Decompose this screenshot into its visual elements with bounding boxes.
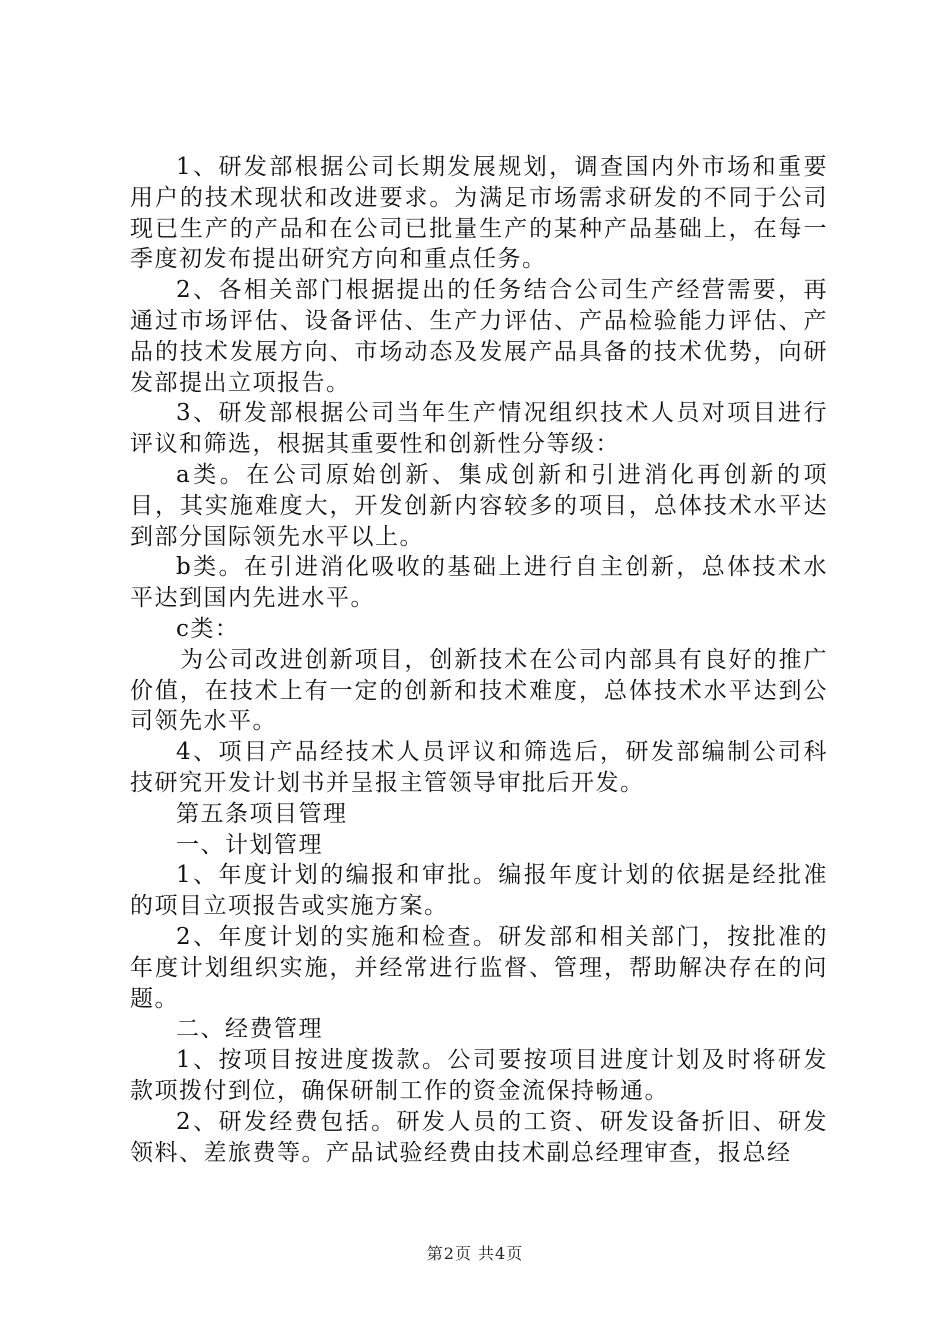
paragraph-funding-by-progress: 1、按项目按进度拨款。公司要按项目进度计划及时将研发款项拨付到位，确保研制工作的资金流保持畅通。	[130, 1047, 828, 1104]
paragraph-annual-plan-implementation: 2、年度计划的实施和检查。研发部和相关部门，按批准的年度计划组织实施，并经常进行监督、管理，帮助解决存在的问题。	[130, 923, 828, 1012]
paragraph-annual-plan-approval: 1、年度计划的编报和审批。编报年度计划的依据是经批准的项目立项报告或实施方案。	[130, 862, 828, 920]
section-heading-article-5: 第五条项目管理	[176, 800, 348, 827]
subsection-heading-plan-management: 一、计划管理	[176, 831, 323, 858]
paragraph-evaluation-grading: 3、研发部根据公司当年生产情况组织技术人员对项目进行评议和筛选，根据其重要性和创新性分等级：	[130, 400, 828, 458]
paragraph-funding-contents: 2、研发经费包括。研发人员的工资、研发设备折旧、研发领料、差旅费等。产品试验经费由技术副总经理审查，报总经	[130, 1108, 828, 1166]
paragraph-departments-report: 2、各相关部门根据提出的任务结合公司生产经营需要，再通过市场评估、设备评估、生产力评估、产品检验能力评估、产品的技术发展方向、市场动态及发展产品具备的技术优势，向研发部提出立项报告。	[130, 277, 828, 396]
subsection-heading-funding-management: 二、经费管理	[176, 1016, 323, 1043]
paragraph-plan-compilation: 4、项目产品经技术人员评议和筛选后，研发部编制公司科技研究开发计划书并呈报主管领导审批后开发。	[130, 739, 828, 796]
paragraph-class-c-heading: c类：	[176, 615, 240, 642]
paragraph-class-c-body: 为公司改进创新项目，创新技术在公司内部具有良好的推广价值，在技术上有一定的创新和技术难度，总体技术水平达到公司领先水平。	[130, 646, 828, 735]
paragraph-rd-planning: 1、研发部根据公司长期发展规划，调查国内外市场和重要用户的技术现状和改进要求。为满足市场需求研发的不同于公司现已生产的产品和在公司已批量生产的某种产品基础上，在每一季度初发布提出研究方向和重点任务。	[130, 154, 828, 273]
paragraph-class-b: b类。在引进消化吸收的基础上进行自主创新，总体技术水平达到国内先进水平。	[130, 554, 828, 612]
page-number-footer: 第2页 共4页	[426, 1244, 524, 1263]
paragraph-class-a: a类。在公司原始创新、集成创新和引进消化再创新的项目，其实施难度大，开发创新内容较多的项目，总体技术水平达到部分国际领先水平以上。	[130, 461, 828, 550]
document-body	[130, 152, 828, 1168]
